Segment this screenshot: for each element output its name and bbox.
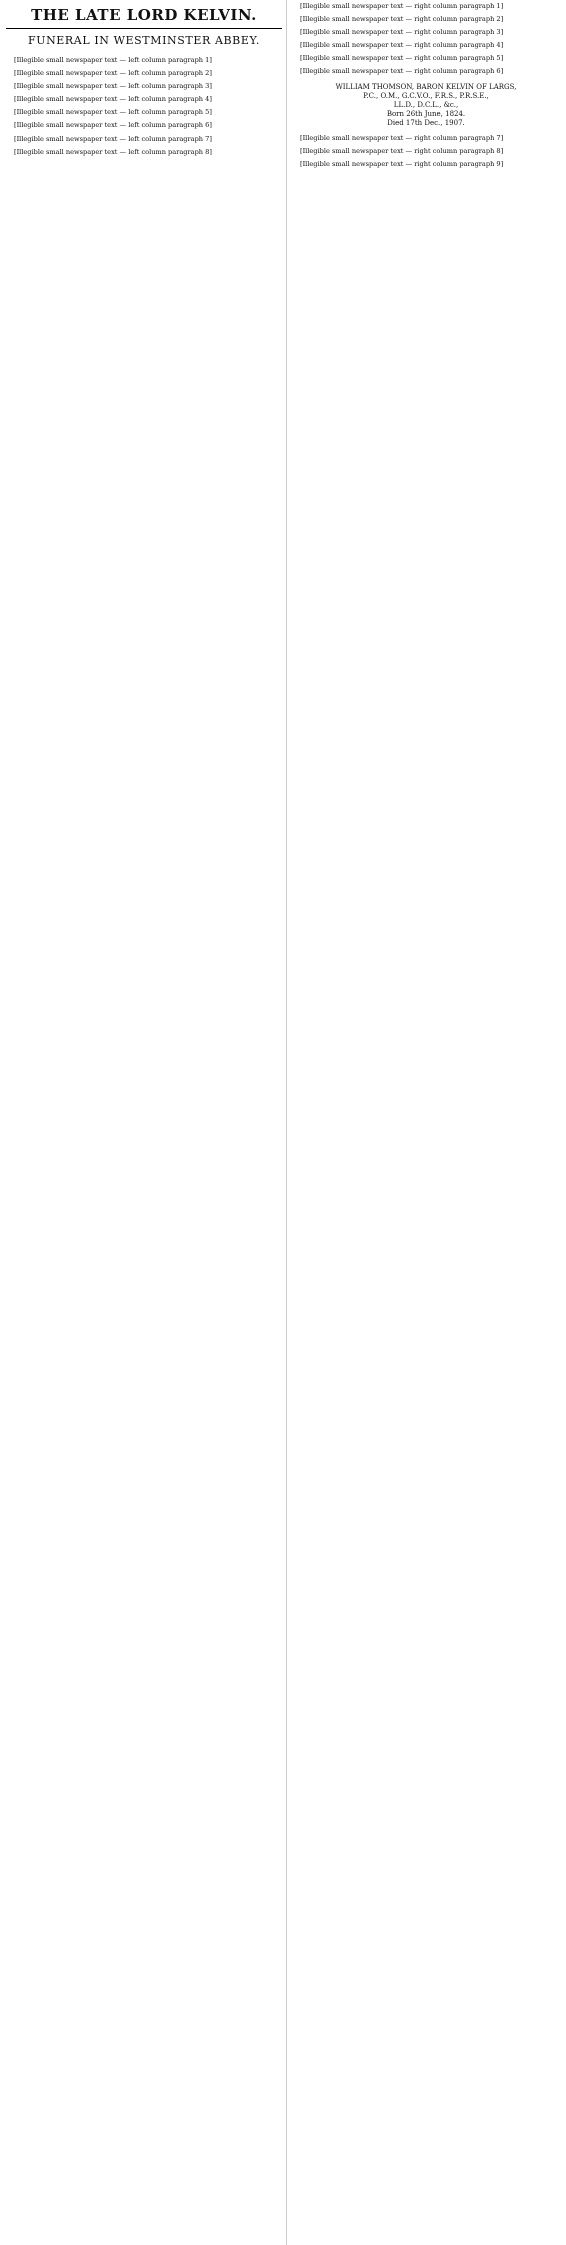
title-rule — [6, 28, 282, 29]
paragraph: [Illegible small newspaper text — left column paragraph 1] — [14, 56, 212, 64]
left-column — [6, 56, 282, 161]
paragraph: [Illegible small newspaper text — right column paragraph 9] — [300, 160, 504, 169]
paragraph: [Illegible small newspaper text — right column paragraph 8] — [300, 147, 504, 156]
paragraph: [Illegible small newspaper text — right column paragraph 1] — [300, 2, 504, 10]
article-subtitle: FUNERAL IN WESTMINSTER ABBEY. — [27, 34, 261, 47]
inscription-line: Born 26th June, 1824. — [386, 109, 466, 118]
paragraph: [Illegible small newspaper text — left column paragraph 5] — [14, 108, 212, 117]
paragraph: [Illegible small newspaper text — right column paragraph 7] — [300, 134, 504, 143]
coffin-inscription — [292, 83, 560, 128]
paragraph: [Illegible small newspaper text — left column paragraph 4] — [14, 95, 212, 104]
paragraph: [Illegible small newspaper text — left column paragraph 2] — [14, 69, 212, 78]
paragraph: [Illegible small newspaper text — right column paragraph 6] — [300, 67, 504, 76]
right-column — [292, 2, 560, 173]
inscription-line: WILLIAM THOMSON, BARON KELVIN OF LARGS, — [335, 82, 517, 91]
paragraph: [Illegible small newspaper text — left column paragraph 7] — [14, 134, 212, 143]
paragraph: [Illegible small newspaper text — right column paragraph 5] — [300, 54, 504, 63]
inscription-line: Died 17th Dec., 1907. — [387, 118, 465, 127]
paragraph: [Illegible small newspaper text — left column paragraph 6] — [14, 121, 212, 130]
paragraph: [Illegible small newspaper text — left column paragraph 8] — [14, 147, 212, 156]
paragraph: [Illegible small newspaper text — right column paragraph 3] — [300, 28, 504, 37]
article-title: THE LATE LORD KELVIN. — [31, 6, 257, 24]
column-divider — [286, 0, 287, 2245]
paragraph: [Illegible small newspaper text — right column paragraph 2] — [300, 15, 504, 24]
paragraph: [Illegible small newspaper text — right column paragraph 4] — [300, 41, 504, 50]
paragraph: [Illegible small newspaper text — left column paragraph 3] — [14, 82, 212, 91]
inscription-line: LL.D., D.C.L., &c., — [393, 100, 459, 109]
inscription-line: P.C., O.M., G.C.V.O., F.R.S., P.R.S.E., — [363, 91, 489, 100]
